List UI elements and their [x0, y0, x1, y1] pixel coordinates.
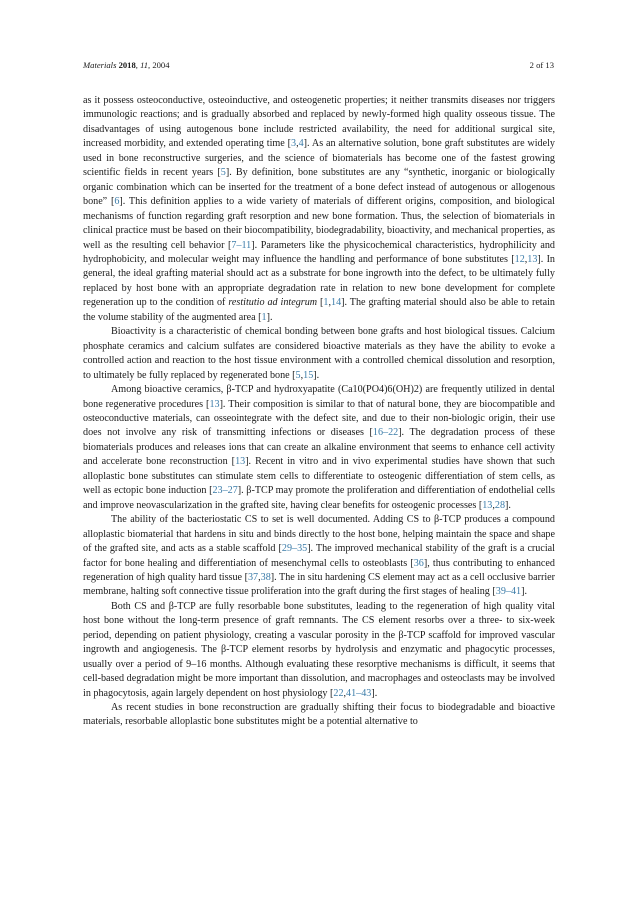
citation-link[interactable]: 12 [514, 253, 525, 265]
text-run: Both CS and β-TCP are fully resorbable bone substitutes, leading to the regeneration of high quality vital host bone without the long-term presence of graft remnants. The CS element resorbs over a three- to six-week period, depending on patient physiology, creating a vascular porosity in the β-TCP scaffold for improved vascular ingrowth and angiogenesis. The β-TCP element resorbs by hydrolysis and enzymatic and phagocytic processes, usually over a period of 9–16 months. Although evaluating these resorptive mechanisms is difficult, it seems that cell-based degradation might be more important than dissolution, and macrophages and osteoclasts may be involved in phagocytosis, again largely dependent on host physiology [ [83, 600, 555, 699]
citation-link[interactable]: 6 [114, 196, 120, 208]
text-run: ]. The in situ hardening CS element may act as a cell occlusive barrier membrane, halting soft connective tissue proliferation into the graft during the first stages of healing [ [83, 571, 556, 598]
text-run: ]. In general, the ideal grafting material should act as a substrate for bone ingrowth into the defect, to be ultimately fully replaced by host bone with an appropriate degradation rate in relation to new bone development for complete regeneration up to the condition of [83, 253, 555, 309]
citation-link[interactable]: 3 [291, 138, 297, 150]
text-run: ]. Recent in vitro and in vivo experimental studies have shown that such alloplastic bone substitutes can stimulate stem cells to differentiate to osteogenic differentiation of stem cells, as well as ectopic bone induction [ [83, 456, 555, 497]
citation-link[interactable]: 13 [482, 499, 493, 511]
text-run: The ability of the bacteriostatic CS to set is well documented. Adding CS to β-TCP produces a compound alloplastic biomaterial that hardens in situ and binds directly to the host bone, helping maintain the space and shape of the grafted site, and acts as a stable scaffold [ [83, 514, 555, 555]
citation-link[interactable]: 39–41 [495, 586, 522, 598]
citation-link[interactable]: 37 [247, 571, 259, 583]
text-run: Bioactivity is a characteristic of chemical bonding between bone grafts and host biological tissues. Calcium phosphate ceramics and calcium sulfates are considered bioactive materials as they have the ability to evoke a controlled action and reaction to the host tissue environment with a controlled chemical dissolution and resorption, to ultimately be fully replaced by regenerated bone [ [83, 326, 555, 381]
text-run: , [492, 499, 495, 511]
text-run: ]. [371, 687, 378, 699]
journal-year: 2018 [118, 60, 136, 70]
citation-link[interactable]: 29–35 [281, 543, 308, 555]
article-body [83, 94, 555, 730]
text-run: , [258, 571, 261, 583]
text-run: ]. Their composition is similar to that of natural bone, they are biocompatible and osteoconductive materials, can osseointegrate with the defect site, and due to their non-biologic origin, their use does not involve any risk of transmitting infections or diseases [ [83, 398, 555, 439]
citation-link[interactable]: 1 [261, 311, 267, 323]
running-header [83, 60, 554, 74]
text-run: ]. This definition applies to a wide variety of materials of different origins, composition, and biological mechanisms of function regarding graft resorption and new bone formation. Thus, the selection of biomaterials in clinical practice must be based on their biocompatibility, biodegradability, bioactivity, and mechanical properties, as well as the resulting cell behavior [ [83, 196, 555, 251]
paragraph [83, 600, 555, 701]
text-run: ]. The grafting material should also be able to retain the volume stability of the augmented area [ [83, 297, 555, 323]
text-run: As recent studies in bone reconstruction are gradually shifting their focus to biodegradable and bioactive materials, resorbable alloplastic bone substitutes might be a potential alternative to [83, 702, 555, 728]
text-run: ]. The degradation process of these biomaterials produces and releases ions that can create an alkaline environment that seems to enhance cell activity and accelerate bone reconstruction [ [83, 427, 556, 468]
text-run: , [300, 369, 304, 381]
journal-name: Materials [83, 60, 117, 70]
text-run: ], thus contributing to enhanced regeneration of high quality hard tissue [ [83, 557, 555, 583]
citation-link[interactable]: 16–22 [372, 427, 399, 439]
journal-citation: Materials 2018, 11, 2004 [83, 60, 170, 70]
article-number: 2004 [152, 60, 170, 70]
citation-link[interactable]: 13 [209, 398, 220, 410]
citation-link[interactable]: 4 [298, 138, 304, 150]
text-run: ]. [266, 311, 273, 323]
text-run: [ [317, 297, 324, 309]
text-run: , [328, 297, 332, 309]
paragraph [83, 325, 555, 383]
citation-link[interactable]: 36 [413, 557, 424, 569]
text-run: , [296, 138, 299, 150]
citation-link[interactable]: 7–11 [231, 239, 252, 251]
citation-link[interactable]: 13 [235, 456, 246, 468]
journal-volume: 11 [140, 60, 149, 70]
text-run: ]. Parameters like the physicochemical characteristics, hydrophilicity and hydrophobicity, and molecular weight may influence the handling and performance of bone substitutes [ [83, 239, 555, 265]
citation-link[interactable]: 1 [323, 297, 329, 309]
text-run: ]. As an alternative solution, bone graft substitutes are widely used in bone reconstructive surgeries, and the science of biomaterials has become one of the fastest growing scientific fields in recent years [ [83, 138, 555, 179]
italic-term: restitutio ad integrum [228, 297, 318, 309]
citation-link[interactable]: 38 [260, 571, 271, 583]
text-run: ]. [505, 499, 511, 511]
citation-link[interactable]: 28 [494, 499, 506, 511]
text-run: ]. β-TCP may promote the proliferation and differentiation of endothelial cells and improve neovascularization in the grafted site, having clear benefits for osteogenic processes [ [83, 485, 555, 511]
citation-link[interactable]: 14 [331, 297, 342, 309]
page-number: 2 of 13 [529, 60, 554, 70]
text-run: ]. The improved mechanical stability of the graft is a crucial factor for bone healing and differentiation of mesenchymal cells to osteoblasts [ [83, 543, 555, 569]
citation-link[interactable]: 13 [527, 253, 538, 265]
text-run: , [343, 687, 347, 699]
paragraph [83, 701, 555, 730]
citation-link[interactable]: 23–27 [212, 485, 238, 497]
citation-link[interactable]: 15 [303, 369, 314, 381]
text-run: ]. [313, 369, 320, 381]
citation-link[interactable]: 5 [295, 369, 301, 381]
citation-link[interactable]: 22 [333, 687, 344, 699]
citation-link[interactable]: 41–43 [346, 687, 372, 699]
text-run: ]. By definition, bone substitutes are any “synthetic, inorganic or biologically organic combination which can be inserted for the treatment of a bone defect instead of autogenous or allogenous bone” [ [83, 167, 555, 208]
paragraph [83, 513, 555, 600]
text-run: ]. [521, 586, 527, 598]
paragraph [83, 94, 555, 325]
citation-link[interactable]: 5 [220, 167, 226, 179]
text-run: as it possess osteoconductive, osteoinductive, and osteogenetic properties; it neither transmits diseases nor triggers immunologic reactions; and is gradually absorbed and replaced by newly-formed high quality osseous tissue. The disadvantages of using autogenous bone include restricted availability, the need for additional surgical site, increased morbidity, and extended operating time [ [83, 95, 555, 150]
text-run: , [524, 253, 528, 265]
text-run: Among bioactive ceramics, β-TCP and hydroxyapatite (Ca10(PO4)6(OH)2) are frequently utilized in dental bone regenerative procedures [ [83, 384, 555, 410]
paragraph [83, 383, 555, 513]
